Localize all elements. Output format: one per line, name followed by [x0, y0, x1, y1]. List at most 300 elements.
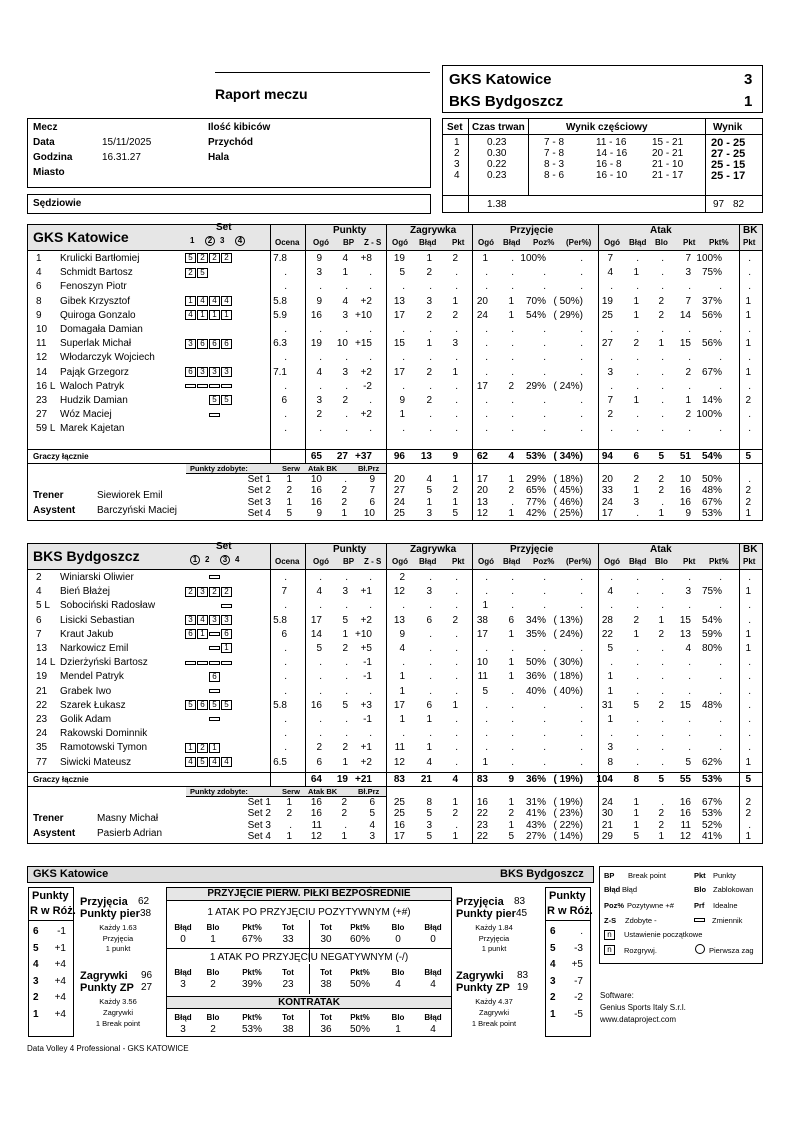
col-h: Tot	[320, 923, 332, 932]
stat-po: 10	[476, 657, 488, 669]
stat-zs: .	[369, 728, 372, 740]
k2c: 1 Break point	[471, 1019, 517, 1028]
stat-ao: 19	[601, 295, 613, 307]
stat-po: .	[485, 572, 488, 583]
stat-zo: 9	[399, 395, 405, 406]
lg-pkt: Pkt	[694, 871, 706, 880]
stat-zb: .	[429, 409, 432, 421]
score-home-name: GKS Katowice	[449, 71, 552, 88]
player-set-positions: 3 4 3 3	[185, 615, 233, 627]
stat-ogo: 9	[316, 295, 322, 307]
h-przyjecie: Przyjęcie	[510, 225, 554, 236]
stat-ap: .	[688, 685, 691, 697]
stat-ap: 13	[679, 628, 691, 640]
total-ap: 51	[679, 450, 691, 462]
setrow-atk: 3	[633, 496, 639, 508]
stat-oc: 5.8	[273, 614, 287, 626]
stat-pp: 100%	[520, 253, 546, 264]
col-h: Błąd	[174, 968, 192, 977]
h-set: Set	[216, 541, 232, 552]
h-set-3: 3	[220, 554, 230, 566]
h-ocena: Ocena	[275, 238, 300, 247]
setrow-prz: ( 18%)	[553, 473, 583, 485]
stat-zb: 2	[426, 366, 432, 378]
software-2: Genius Sports Italy S.r.l.	[600, 1003, 686, 1012]
stat-pp: .	[543, 352, 546, 364]
lg-poz-t: Pozytywne +#	[627, 901, 674, 910]
stat-bp: 1	[342, 267, 348, 279]
h-pe: (Per%)	[566, 238, 592, 247]
zag-val: 83	[517, 970, 529, 981]
stat-ab: .	[636, 714, 639, 725]
k1: Każdy 1.63	[99, 923, 137, 932]
stat-zb: 3	[426, 586, 432, 598]
lg-pz: Pierwsza zag	[709, 946, 754, 955]
player-name: Marek Kajetan	[60, 423, 125, 435]
stat-zp: .	[455, 267, 458, 279]
col-h: Pkt%	[350, 1013, 370, 1022]
stat-oc: 5.8	[273, 295, 287, 307]
stat-bp: .	[345, 324, 348, 335]
stat-pb: .	[511, 600, 514, 612]
stat-al: .	[661, 423, 664, 435]
setrow-atk: 1	[658, 831, 664, 843]
rot-num: 2	[550, 992, 556, 1003]
score-away-sets: 1	[744, 93, 753, 110]
stat-bk: .	[748, 671, 751, 683]
stat-zb: .	[429, 380, 432, 392]
stat-bk: 1	[745, 586, 751, 598]
trener-name: Siewiorek Emil	[97, 489, 163, 501]
setrow-atk: 16	[679, 496, 691, 508]
stat-zo: 12	[393, 756, 405, 768]
stat-apc: 56%	[701, 309, 722, 321]
setrow-atk: 17	[601, 508, 613, 520]
k2: Każdy 4.37	[475, 997, 513, 1006]
stat-apc: .	[719, 380, 722, 392]
stat-oc: 5.9	[273, 309, 287, 321]
stat-bk: .	[748, 380, 751, 392]
player-name: Narkowicz Emil	[60, 643, 129, 654]
total-al: 5	[658, 773, 664, 785]
stat-ab: .	[636, 380, 639, 392]
stat-bp: .	[345, 423, 348, 435]
player-set-positions	[185, 381, 233, 393]
stat-ao: 4	[607, 267, 613, 279]
stat-pe: .	[580, 253, 583, 264]
stat-bk: 1	[745, 366, 751, 378]
stat-apc: 75%	[701, 267, 722, 279]
h-bp: BP	[343, 557, 355, 566]
stat-pb: .	[511, 267, 514, 279]
setrow-prz: 1	[508, 508, 514, 520]
stat-oc: .	[284, 352, 287, 364]
stat-apc: 100%	[696, 253, 722, 264]
player-name: Quiroga Gonzalo	[60, 309, 136, 321]
setrow-zag: 1	[426, 496, 432, 508]
stat-zp: .	[455, 352, 458, 364]
setrow-pts: 2	[341, 496, 347, 508]
stat-ap: .	[688, 324, 691, 335]
col-h: Błąd	[174, 1013, 192, 1022]
set-no: 2	[454, 148, 460, 159]
stat-pp: .	[543, 728, 546, 740]
stat-ao: 4	[607, 586, 613, 598]
setrow-label: Set 1	[247, 473, 271, 485]
stat-zb: 6	[426, 614, 432, 626]
stat-zs: +2	[360, 756, 372, 768]
stat-pe: .	[580, 281, 583, 293]
col-v: 36	[320, 1024, 332, 1035]
stat-zb: .	[429, 728, 432, 740]
stat-zb: 2	[426, 309, 432, 321]
rot-num: 4	[33, 959, 39, 970]
col-v: 1	[210, 934, 216, 945]
setrow-atk: 29	[601, 831, 613, 843]
setrow-zag: 25	[393, 808, 405, 820]
stat-zo: 1	[399, 409, 405, 421]
setrow-pts: 1	[286, 831, 292, 843]
player-number: 24	[36, 728, 48, 740]
player-name: Włodarczyk Wojciech	[60, 352, 155, 364]
total-zo: 83	[393, 773, 405, 785]
stat-zp: .	[455, 756, 458, 768]
stat-ao: 1	[607, 671, 613, 683]
h-bk: Pkt	[743, 238, 756, 247]
h-al: Blo	[655, 238, 668, 247]
total-ab: 8	[633, 773, 639, 785]
stat-ab: .	[636, 600, 639, 612]
h-apc: Pkt%	[709, 238, 729, 247]
stat-pp: .	[543, 395, 546, 406]
h-al: Blo	[655, 557, 668, 566]
player-name: Hudzik Damian	[60, 395, 128, 406]
stat-pb: .	[511, 352, 514, 364]
stat-bp: .	[345, 671, 348, 683]
stat-apc: 100%	[696, 409, 722, 421]
stat-pb: 1	[508, 309, 514, 321]
h-set-2: 2	[205, 555, 210, 564]
stat-zo: 1	[399, 671, 405, 683]
stat-po: .	[485, 728, 488, 740]
stat-ap: .	[688, 380, 691, 392]
col-h: Tot	[320, 968, 332, 977]
lg-poz: Poz%	[604, 901, 625, 910]
setrow-atk: 24	[601, 496, 613, 508]
stat-ogo: .	[319, 685, 322, 697]
setrow-prz: 13	[476, 496, 488, 508]
stat-ogo: 19	[310, 338, 322, 350]
setrow-label: Set 3	[247, 819, 271, 831]
prz-val: 83	[514, 896, 526, 907]
stat-ao: .	[610, 728, 613, 740]
lg-prf-t: Idealne	[713, 901, 738, 910]
stat-ab: 1	[633, 267, 639, 279]
stat-zp: 2	[452, 614, 458, 626]
stat-zs: +2	[360, 409, 372, 421]
stat-zb: 6	[426, 699, 432, 711]
k1: Każdy 1.84	[475, 923, 513, 932]
stat-zs: .	[369, 267, 372, 279]
setrow-atk: 41%	[701, 831, 722, 843]
stat-zs: -2	[363, 380, 372, 392]
player-set-positions	[185, 409, 233, 421]
stat-zs: +2	[360, 295, 372, 307]
total-pb: 9	[508, 773, 514, 785]
stat-ao: 22	[601, 628, 613, 640]
setrow-pts: 16	[310, 485, 322, 497]
stat-zp: .	[455, 409, 458, 421]
setrow-pts: 11	[311, 819, 322, 831]
stat-ab: .	[636, 671, 639, 683]
stat-oc: 6.5	[273, 756, 287, 768]
stat-bk: .	[748, 699, 751, 711]
stat-pe: .	[580, 352, 583, 364]
total-label: Graczy łącznie	[33, 451, 89, 461]
stat-pe: ( 24%)	[553, 380, 583, 392]
stat-oc: .	[284, 324, 287, 335]
stat-po: .	[485, 324, 488, 335]
stat-ao: 7	[607, 253, 613, 264]
rot-num: 5	[550, 942, 556, 954]
info-data-label: Data	[33, 137, 55, 148]
stat-pe: ( 18%)	[553, 671, 583, 683]
stat-pb: .	[511, 643, 514, 654]
col-v: 39%	[241, 979, 262, 990]
pp-val: 38	[140, 908, 152, 919]
h-zagrywka: Zagrywka	[410, 544, 457, 555]
stat-pe: .	[580, 600, 583, 612]
stat-ogo: .	[319, 657, 322, 669]
software-3: www.dataproject.com	[600, 1015, 677, 1024]
stat-ab: 2	[633, 338, 639, 350]
stat-ap: 1	[685, 395, 691, 406]
total-bk: 5	[745, 773, 751, 785]
stat-pp: 50%	[525, 657, 546, 669]
info-przychod: Przychód	[208, 137, 254, 148]
stat-pb: .	[511, 742, 514, 754]
stat-pp: .	[543, 756, 546, 768]
stat-ao: 7	[607, 395, 613, 406]
stat-pp: .	[543, 324, 546, 335]
h-ap: Pkt	[683, 557, 696, 566]
h-ap: Pkt	[683, 238, 696, 247]
rot-val: +5	[571, 959, 583, 970]
setrow-prz: 22	[476, 831, 488, 843]
player-number: 19	[36, 671, 48, 683]
player-set-positions: 1 2 1	[185, 742, 221, 754]
player-number: 5 L	[36, 600, 50, 612]
stat-bk: .	[748, 685, 751, 697]
stat-pb: 1	[508, 628, 514, 640]
stat-zs: +10	[355, 309, 372, 321]
stat-zb: 1	[426, 338, 432, 350]
stat-zs: +8	[360, 253, 372, 264]
stat-ao: 27	[601, 338, 613, 350]
setrow-label: Set 2	[247, 808, 271, 820]
stat-ap: .	[688, 281, 691, 293]
player-name: Wóz Maciej	[60, 409, 112, 421]
stat-oc: .	[284, 572, 287, 583]
stat-pp: .	[543, 366, 546, 378]
first-serve-icon	[695, 944, 705, 954]
stat-zb: .	[429, 423, 432, 435]
player-name: Szarek Łukasz	[60, 699, 126, 711]
total-zb: 13	[420, 450, 432, 462]
player-set-positions: 1	[185, 643, 233, 655]
player-name: Domagała Damian	[60, 324, 143, 335]
player-number: 27	[36, 409, 48, 421]
asystent-label: Asystent	[33, 504, 76, 516]
stat-po: 24	[476, 309, 488, 321]
setrow-prz: 1	[508, 819, 514, 831]
stat-al: .	[661, 253, 664, 264]
stat-zp: 2	[452, 253, 458, 264]
stat-zo: 2	[399, 572, 405, 583]
setrow-pts: .	[344, 473, 347, 485]
rot-val: -2	[574, 992, 583, 1003]
stat-zs: +2	[360, 614, 372, 626]
stat-bk: .	[748, 267, 751, 279]
stat-ogo: .	[319, 281, 322, 293]
stat-zp: 3	[452, 338, 458, 350]
setrow-atk: 1	[633, 808, 639, 820]
stat-pe: ( 30%)	[553, 657, 583, 669]
stat-zp: .	[455, 714, 458, 725]
stat-ao: 1	[607, 714, 613, 725]
stat-pp: .	[543, 409, 546, 421]
setrow-atk: 2	[745, 796, 751, 808]
stat-po: .	[485, 423, 488, 435]
stat-pb: 1	[508, 295, 514, 307]
stat-zb: .	[429, 671, 432, 683]
stat-bp: 5	[342, 614, 348, 626]
h-pp: Poz%	[533, 557, 555, 566]
stat-ap: .	[688, 352, 691, 364]
stat-pp: .	[543, 699, 546, 711]
stat-bk: .	[748, 714, 751, 725]
set-part-c: 15 - 21	[652, 137, 684, 148]
player-number: 11	[36, 338, 47, 350]
stat-zp: .	[455, 657, 458, 669]
stat-po: .	[485, 742, 488, 754]
stat-pp: .	[543, 267, 546, 279]
stat-ab: .	[636, 756, 639, 768]
stat-ogo: .	[319, 352, 322, 364]
stat-ap: 2	[685, 366, 691, 378]
set-result: 20 - 25	[711, 137, 746, 149]
setrow-pts: 7	[369, 485, 375, 497]
stat-ap: 4	[685, 643, 691, 654]
setrow-pts: 5	[369, 808, 375, 820]
setrow-atk: 1	[745, 508, 751, 520]
stat-ab: 2	[633, 614, 639, 626]
setrow-label: Set 4	[247, 508, 271, 520]
set-result: 25 - 15	[711, 159, 746, 171]
stat-po: 1	[482, 253, 488, 264]
setrow-prz: 2	[508, 808, 514, 820]
stat-bk: 1	[745, 295, 751, 307]
stat-zb: 1	[426, 253, 432, 264]
stat-zo: 17	[393, 366, 405, 378]
stat-zb: 3	[426, 295, 432, 307]
rot-num: 1	[550, 1008, 556, 1020]
setrow-pts: 1	[341, 831, 347, 843]
setrow-atk: 2	[745, 496, 751, 508]
player-name: Schmidt Bartosz	[60, 267, 133, 279]
stat-pe: .	[580, 267, 583, 279]
setrow-prz: 1	[508, 796, 514, 808]
stat-ab: .	[636, 572, 639, 583]
set-part-c: 21 - 17	[652, 170, 684, 181]
stat-bp: 4	[342, 253, 348, 264]
setrow-prz: ( 22%)	[553, 819, 583, 831]
stat-zo: 1	[399, 685, 405, 697]
rot-num: 6	[550, 926, 556, 937]
stat-zp: .	[455, 685, 458, 697]
stat-al: .	[661, 352, 664, 364]
stat-oc: .	[284, 643, 287, 654]
stat-al: .	[661, 409, 664, 421]
pz-blprz: Bł.Prz	[358, 463, 380, 473]
trener-label: Trener	[33, 812, 64, 824]
zag-label: Zagrywki	[80, 970, 128, 982]
stat-ogo: .	[319, 423, 322, 435]
player-name: Golik Adam	[60, 714, 112, 725]
stat-ab: 1	[633, 628, 639, 640]
h-atak: Atak	[650, 544, 672, 555]
stat-po: .	[485, 586, 488, 598]
stat-zs: +5	[360, 643, 372, 654]
player-name: Rakowski Dominnik	[60, 728, 148, 740]
stat-apc: .	[719, 685, 722, 697]
setrow-pts: .	[344, 819, 347, 831]
setrow-pts: 6	[369, 496, 375, 508]
setrow-pts: 16	[310, 796, 322, 808]
setrow-prz: 42%	[525, 508, 546, 520]
stat-zp: .	[455, 728, 458, 740]
total-zp: 9	[452, 450, 458, 462]
setrow-zag: .	[455, 819, 458, 831]
rot-val: +4	[54, 975, 66, 987]
setrow-atk: 2	[745, 485, 751, 497]
total-pb: 4	[508, 450, 514, 462]
stat-zo: 13	[393, 295, 405, 307]
set-part-c: 21 - 10	[652, 159, 684, 170]
set-part-b: 14 - 16	[596, 148, 628, 159]
stat-bk: .	[748, 409, 751, 421]
stat-zs: .	[369, 352, 372, 364]
stat-po: .	[485, 714, 488, 725]
stat-pp: 35%	[525, 628, 546, 640]
h-set-3: 3	[220, 236, 225, 245]
stat-bp: 5	[342, 699, 348, 711]
setrow-pts: 1	[286, 496, 292, 508]
setrow-zag: 24	[393, 496, 405, 508]
player-number: 14 L	[36, 657, 56, 669]
stat-pp: .	[543, 423, 546, 435]
stat-ap: .	[688, 671, 691, 683]
stat-pe: .	[580, 395, 583, 406]
setrow-prz: .	[511, 496, 514, 508]
setrow-prz: 12	[476, 508, 488, 520]
set-part-b: 11 - 16	[596, 137, 627, 148]
stat-pe: .	[580, 742, 583, 754]
col-v: 50%	[349, 1024, 370, 1035]
stat-zp: .	[455, 380, 458, 392]
stat-apc: .	[719, 728, 722, 740]
pz-serw: Serw	[282, 786, 300, 796]
